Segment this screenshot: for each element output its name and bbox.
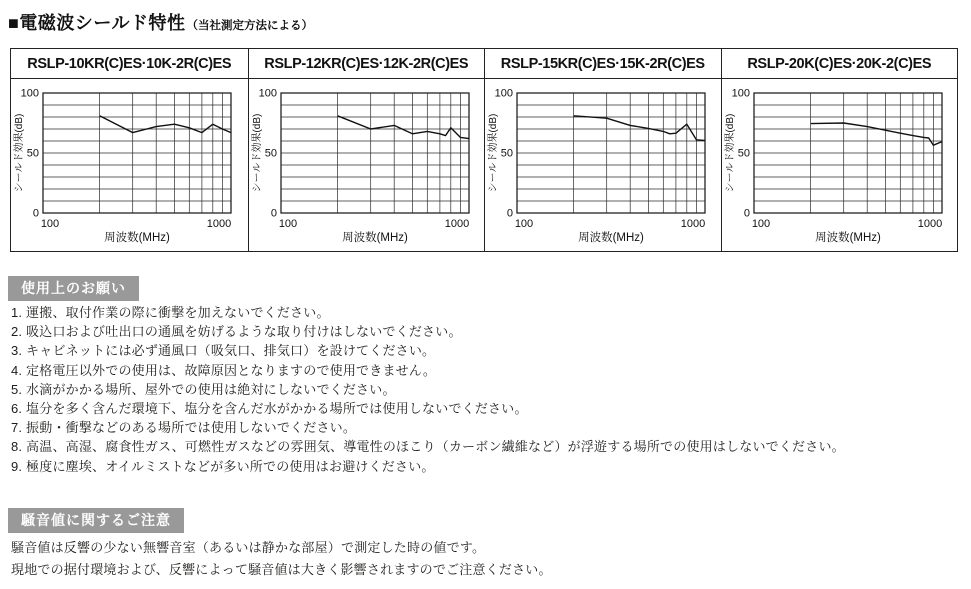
- svg-text:1000: 1000: [444, 218, 469, 230]
- shield-characteristics-table: [10, 48, 958, 252]
- svg-text:0: 0: [32, 207, 39, 220]
- svg-text:周波数(MHz): 周波数(MHz): [814, 232, 881, 244]
- svg-text:シールド効果(dB): シールド効果(dB): [14, 113, 25, 193]
- svg-text:1000: 1000: [206, 218, 232, 230]
- svg-text:周波数(MHz): 周波数(MHz): [341, 232, 408, 244]
- svg-text:1000: 1000: [680, 218, 706, 230]
- svg-text:50: 50: [737, 147, 750, 160]
- shield-effect-chart-3: [485, 79, 720, 251]
- svg-text:50: 50: [500, 147, 513, 160]
- shield-effect-chart-1: [11, 79, 246, 251]
- noise-notice-text: [11, 537, 552, 581]
- svg-text:周波数(MHz): 周波数(MHz): [104, 232, 170, 244]
- usage-item: 3. キャビネットには必ず通風口（吸気口、排気口）を設けてください。: [11, 343, 436, 359]
- svg-text:シールド効果(dB): シールド効果(dB): [488, 113, 499, 193]
- svg-text:0: 0: [270, 207, 277, 220]
- page-title: [8, 9, 313, 35]
- usage-item: 7. 振動・衝撃などのある場所では使用しないでください。: [11, 420, 357, 436]
- usage-item: 5. 水滴がかかる場所、屋外での使用は絶対にしないでください。: [11, 381, 396, 397]
- svg-text:100: 100: [278, 218, 297, 230]
- svg-text:周波数(MHz): 周波数(MHz): [578, 232, 644, 244]
- svg-text:50: 50: [264, 147, 277, 160]
- chart-panel-2: [248, 49, 485, 251]
- svg-text:100: 100: [258, 87, 277, 100]
- shield-effect-chart-4: [722, 79, 957, 251]
- chart-panel-4: [721, 49, 958, 251]
- model-name-header: RSLP-10KR(C)ES·10K-2R(C)ES: [11, 49, 248, 79]
- svg-text:0: 0: [506, 207, 513, 220]
- noise-line: 騒音値は反響の少ない無響音室（あるいは静かな部屋）で測定した時の値です。: [11, 540, 486, 555]
- shield-effect-chart-2: [249, 79, 484, 251]
- usage-item: 8. 高温、高湿、腐食性ガス、可燃性ガスなどの雰囲気、導電性のほこり（カーボン繊維など）が浮遊する場所での使用はしないでください。: [11, 439, 845, 455]
- svg-text:100: 100: [731, 87, 750, 100]
- usage-item: 4. 定格電圧以外での使用は、故障原因となりますので使用できません。: [11, 362, 437, 378]
- usage-item: 6. 塩分を多く含んだ環境下、塩分を含んだ水がかかる場所では使用しないでください。: [11, 401, 528, 417]
- noise-line: 現地での据付環境および、反響によって騒音値は大きく影響されますのでご注意ください。: [11, 562, 552, 577]
- svg-text:1000: 1000: [917, 218, 942, 230]
- svg-text:100: 100: [20, 87, 39, 100]
- svg-text:シールド効果(dB): シールド効果(dB): [251, 113, 263, 193]
- svg-text:シールド効果(dB): シールド効果(dB): [724, 113, 736, 193]
- noise-notice-heading: 騒音値に関するご注意: [8, 508, 184, 533]
- svg-text:100: 100: [751, 218, 770, 230]
- svg-text:100: 100: [494, 87, 513, 100]
- usage-notes-heading: 使用上のお願い: [8, 276, 139, 301]
- usage-notes-list: [11, 303, 845, 476]
- svg-text:50: 50: [26, 147, 39, 160]
- chart-panel-3: [484, 49, 721, 251]
- usage-item: 9. 極度に塵埃、オイルミストなどが多い所での使用はお避けください。: [11, 458, 435, 474]
- model-name-header: RSLP-20K(C)ES·20K-2(C)ES: [722, 49, 958, 79]
- model-name-header: RSLP-12KR(C)ES·12K-2R(C)ES: [249, 49, 485, 79]
- svg-text:100: 100: [40, 218, 60, 230]
- section-title: ■電磁波シールド特性: [8, 13, 186, 33]
- chart-panel-1: [11, 49, 248, 251]
- usage-item: 2. 吸込口および吐出口の通風を妨げるような取り付けはしないでください。: [11, 324, 462, 340]
- svg-text:100: 100: [514, 218, 534, 230]
- usage-item: 1. 運搬、取付作業の際に衝撃を加えないでください。: [11, 305, 330, 320]
- model-name-header: RSLP-15KR(C)ES·15K-2R(C)ES: [485, 49, 721, 79]
- section-title-note: （当社測定方法による）: [186, 20, 314, 32]
- svg-text:0: 0: [743, 207, 750, 220]
